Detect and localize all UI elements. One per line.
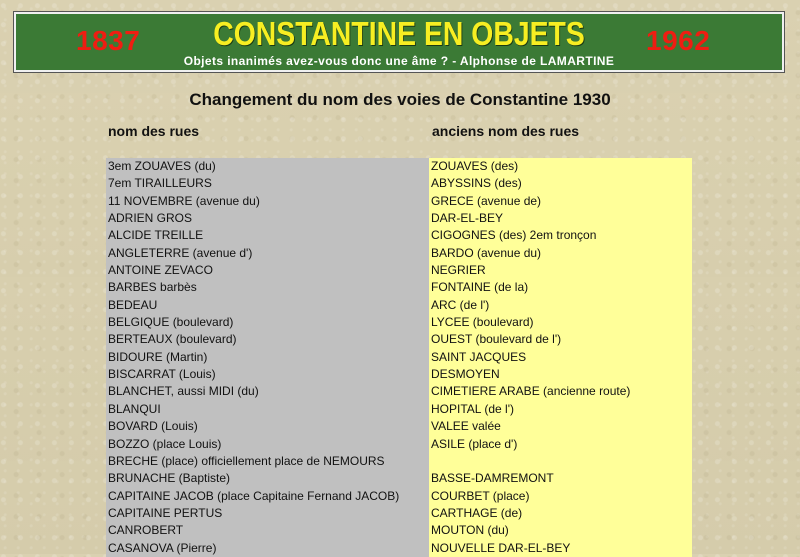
table-row: [106, 314, 692, 331]
table-row: [106, 349, 692, 366]
new-street-name-cell: CASANOVA (Pierre): [106, 540, 429, 557]
column-header-old-name: anciens nom des rues: [432, 123, 580, 139]
old-street-name-cell: BARDO (avenue du): [429, 245, 692, 262]
old-street-name-cell: CIMETIERE ARABE (ancienne route): [429, 383, 692, 400]
new-street-name-cell: BRECHE (place) officiellement place de NEMOURS: [106, 453, 429, 470]
old-street-name-cell: SAINT JACQUES: [429, 349, 692, 366]
old-street-name-cell: BASSE-DAMREMONT: [429, 470, 692, 487]
table-row: [106, 193, 692, 210]
new-street-name-cell: BLANQUI: [106, 401, 429, 418]
table-row: [106, 505, 692, 522]
old-street-name-cell: CIGOGNES (des) 2em tronçon: [429, 227, 692, 244]
new-street-name-cell: BERTEAUX (boulevard): [106, 331, 429, 348]
table-row: [106, 175, 692, 192]
old-street-name-cell: ABYSSINS (des): [429, 175, 692, 192]
table-row: [106, 279, 692, 296]
table-row: [106, 418, 692, 435]
old-street-name-cell: FONTAINE (de la): [429, 279, 692, 296]
old-street-name-cell: [429, 453, 692, 470]
old-street-name-cell: ZOUAVES (des): [429, 158, 692, 175]
old-street-name-cell: GRECE (avenue de): [429, 193, 692, 210]
new-street-name-cell: 3em ZOUAVES (du): [106, 158, 429, 175]
table-row: [106, 522, 692, 539]
old-street-name-cell: DAR-EL-BEY: [429, 210, 692, 227]
banner-quote: Objets inanimés avez-vous donc une âme ? - Alphonse de LAMARTINE: [183, 54, 615, 68]
new-street-name-cell: BLANCHET, aussi MIDI (du): [106, 383, 429, 400]
table-row: [106, 210, 692, 227]
old-street-name-cell: LYCEE (boulevard): [429, 314, 692, 331]
table-row: [106, 158, 692, 175]
table-row: [106, 383, 692, 400]
table-row: [106, 453, 692, 470]
old-street-name-cell: MOUTON (du): [429, 522, 692, 539]
new-street-name-cell: ADRIEN GROS: [106, 210, 429, 227]
banner-year-end: 1962: [646, 25, 711, 56]
site-banner: [14, 12, 784, 72]
table-row: [106, 262, 692, 279]
column-header-new-name: nom des rues: [108, 123, 200, 139]
old-street-name-cell: NOUVELLE DAR-EL-BEY: [429, 540, 692, 557]
old-street-name-cell: OUEST (boulevard de l'): [429, 331, 692, 348]
table-row: [106, 245, 692, 262]
new-street-name-cell: ANGLETERRE (avenue d'): [106, 245, 429, 262]
table-row: [106, 331, 692, 348]
table-row: [106, 436, 692, 453]
old-street-name-cell: DESMOYEN: [429, 366, 692, 383]
street-name-table: [106, 158, 692, 557]
new-street-name-cell: BELGIQUE (boulevard): [106, 314, 429, 331]
old-street-name-cell: CARTHAGE (de): [429, 505, 692, 522]
page-title: Changement du nom des voies de Constantine 1930: [189, 90, 611, 109]
table-row: [106, 401, 692, 418]
new-street-name-cell: 11 NOVEMBRE (avenue du): [106, 193, 429, 210]
new-street-name-cell: BEDEAU: [106, 297, 429, 314]
table-row: [106, 488, 692, 505]
new-street-name-cell: BARBES barbès: [106, 279, 429, 296]
table-row: [106, 366, 692, 383]
old-street-name-cell: HOPITAL (de l'): [429, 401, 692, 418]
old-street-name-cell: VALEE valée: [429, 418, 692, 435]
new-street-name-cell: CAPITAINE JACOB (place Capitaine Fernand JACOB): [106, 488, 429, 505]
banner-title: CONSTANTINE EN OBJETS: [213, 15, 585, 52]
old-street-name-cell: NEGRIER: [429, 262, 692, 279]
old-street-name-cell: ARC (de l'): [429, 297, 692, 314]
table-row: [106, 470, 692, 487]
old-street-name-cell: ASILE (place d'): [429, 436, 692, 453]
new-street-name-cell: BISCARRAT (Louis): [106, 366, 429, 383]
new-street-name-cell: 7em TIRAILLEURS: [106, 175, 429, 192]
new-street-name-cell: ALCIDE TREILLE: [106, 227, 429, 244]
new-street-name-cell: BOZZO (place Louis): [106, 436, 429, 453]
table-row: [106, 297, 692, 314]
table-row: [106, 540, 692, 557]
new-street-name-cell: BIDOURE (Martin): [106, 349, 429, 366]
old-street-name-cell: COURBET (place): [429, 488, 692, 505]
banner-year-start: 1837: [76, 25, 141, 56]
new-street-name-cell: CANROBERT: [106, 522, 429, 539]
new-street-name-cell: CAPITAINE PERTUS: [106, 505, 429, 522]
table-row: [106, 227, 692, 244]
new-street-name-cell: BOVARD (Louis): [106, 418, 429, 435]
new-street-name-cell: ANTOINE ZEVACO: [106, 262, 429, 279]
new-street-name-cell: BRUNACHE (Baptiste): [106, 470, 429, 487]
